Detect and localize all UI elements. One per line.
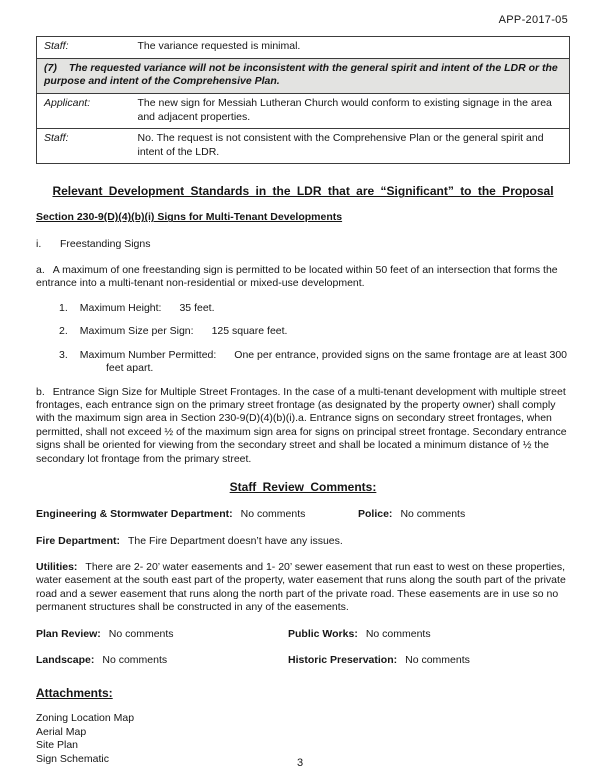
- sub-item-max-height: [36, 302, 570, 315]
- standards-heading-text: Relevant Development Standards in the LDR that are “Significant” to the Proposal: [52, 184, 554, 199]
- sub-item-label: Maximum Size per Sign:: [79, 325, 194, 338]
- page-number: 3: [296, 757, 304, 769]
- field-label: Fire Department:: [36, 534, 121, 547]
- landscape-comment: [36, 654, 288, 667]
- field-value: There are 2- 20’ water easements and 1- 20’ sewer easement that run east to west on these properties, water easement at the south east part of the property, water easement that runs along the south part of the private road and a sewer easement that runs along the north part of the private road. These easements are in use so no permanent structures shall be constructed in any of the easements.: [36, 561, 566, 614]
- engineering-police-row: [36, 508, 570, 521]
- police-comment: [358, 508, 465, 521]
- list-marker: a.: [36, 263, 45, 276]
- attachments-heading: [36, 686, 570, 700]
- attachment-item: Aerial Map: [36, 725, 87, 738]
- sub-item-value: 125 square feet.: [211, 325, 288, 338]
- landscape-historic-row: [36, 654, 570, 667]
- list-item-text: Entrance Sign Size for Multiple Street Frontages. In the case of a multi-tenant development with multiple street frontages, each entrance sign on the primary street frontage (as designated by the property owner) shall comply with the maximum sign area in Section 230-9(D)(4)(b)(i).a. Entrance signs on secondary street frontages, when permitted, shall not exceed ½ of the maximum sign area for signs on principal street frontage. Secondary entrance signs shall be oriented for viewing from the secondary street and shall be located a minimum distance of ½ the secondary lot frontage from the primary street.: [36, 385, 567, 465]
- field-value: No comments: [102, 654, 168, 667]
- field-label: Public Works:: [288, 627, 358, 640]
- criterion-7-header-row: [37, 58, 570, 93]
- fire-comment-text: [36, 535, 343, 548]
- row-text: The variance requested is minimal.: [131, 37, 570, 59]
- sub-item-max-size: [36, 325, 570, 338]
- section-heading-text: Section 230-9(D)(4)(b)(i) Signs for Multi-Tenant Developments: [36, 211, 343, 224]
- standards-heading: [36, 184, 570, 198]
- list-item-text: Freestanding Signs: [60, 238, 151, 251]
- plan-publicworks-row: [36, 628, 570, 641]
- row-text: The new sign for Messiah Lutheran Church would conform to existing signage in the area and adjacent properties.: [131, 93, 570, 128]
- historic-preservation-comment: [288, 654, 470, 667]
- utilities-comment: [36, 561, 570, 615]
- list-marker: 1.: [59, 301, 68, 314]
- criterion-statement: The requested variance will not be inconsistent with the general spirit and intent of the LDR or the purpose and intent of the Comprehensive Plan.: [44, 61, 558, 88]
- list-item-text: A maximum of one freestanding sign is permitted to be located within 50 feet of an intersection that forms the entrance into a multi-tenant non-residential or mixed-use development.: [36, 263, 558, 290]
- attachment-item: Site Plan: [36, 739, 79, 752]
- section-heading: [36, 211, 570, 223]
- staff-review-heading: [36, 480, 570, 494]
- fire-comment: [36, 535, 570, 548]
- attachment-item: Zoning Location Map: [36, 711, 135, 724]
- field-value: No comments: [365, 627, 431, 640]
- field-label: Historic Preservation:: [288, 654, 398, 667]
- table-row: [37, 93, 570, 128]
- field-label: Landscape:: [36, 654, 95, 667]
- row-label-staff: Staff:: [37, 37, 131, 59]
- list-marker: 2.: [59, 325, 68, 338]
- public-works-comment: [288, 628, 431, 641]
- sub-item-max-number: [36, 349, 570, 376]
- list-marker: i.: [36, 238, 42, 251]
- engineering-comment: [36, 508, 358, 521]
- field-value: The Fire Department doesn’t have any issues.: [128, 534, 343, 547]
- field-value: No comments: [400, 508, 466, 521]
- attachments-heading-text: Attachments:: [36, 685, 113, 700]
- field-value: No comments: [240, 508, 306, 521]
- staff-review-section: [36, 508, 570, 668]
- criterion-7-cell: [37, 58, 570, 93]
- list-marker: b.: [36, 385, 45, 398]
- row-label-applicant: Applicant:: [37, 93, 131, 128]
- field-value: No comments: [405, 654, 470, 667]
- table-row: [37, 129, 570, 164]
- row-text: No. The request is not consistent with the Comprehensive Plan or the general spirit and intent of the LDR.: [131, 129, 570, 164]
- sub-item-label: Maximum Number Permitted:: [79, 348, 217, 361]
- field-label: Utilities:: [36, 561, 78, 574]
- list-item-i: [36, 238, 570, 251]
- field-label: Police:: [358, 508, 393, 521]
- field-label: Engineering & Stormwater Department:: [36, 508, 233, 521]
- staff-review-heading-text: Staff Review Comments:: [229, 480, 377, 495]
- document-reference: APP-2017-05: [498, 14, 568, 26]
- field-label: Plan Review:: [36, 627, 101, 640]
- list-item-b: [36, 386, 570, 467]
- standards-section: [36, 238, 570, 466]
- plan-review-comment: [36, 628, 288, 641]
- list-marker: 3.: [59, 348, 68, 361]
- attachment-item: Sign Schematic: [36, 753, 109, 766]
- sub-item-value: 35 feet.: [179, 301, 215, 314]
- field-value: No comments: [108, 627, 174, 640]
- list-item-a: [36, 264, 570, 291]
- criterion-number: (7): [44, 61, 57, 74]
- table-row: [37, 37, 570, 59]
- variance-criteria-table: [36, 36, 570, 164]
- sub-item-label: Maximum Height:: [79, 301, 162, 314]
- sub-item-value: One per entrance, provided signs on the same frontage are at least 300 feet apart.: [106, 348, 568, 375]
- row-label-staff: Staff:: [37, 129, 131, 164]
